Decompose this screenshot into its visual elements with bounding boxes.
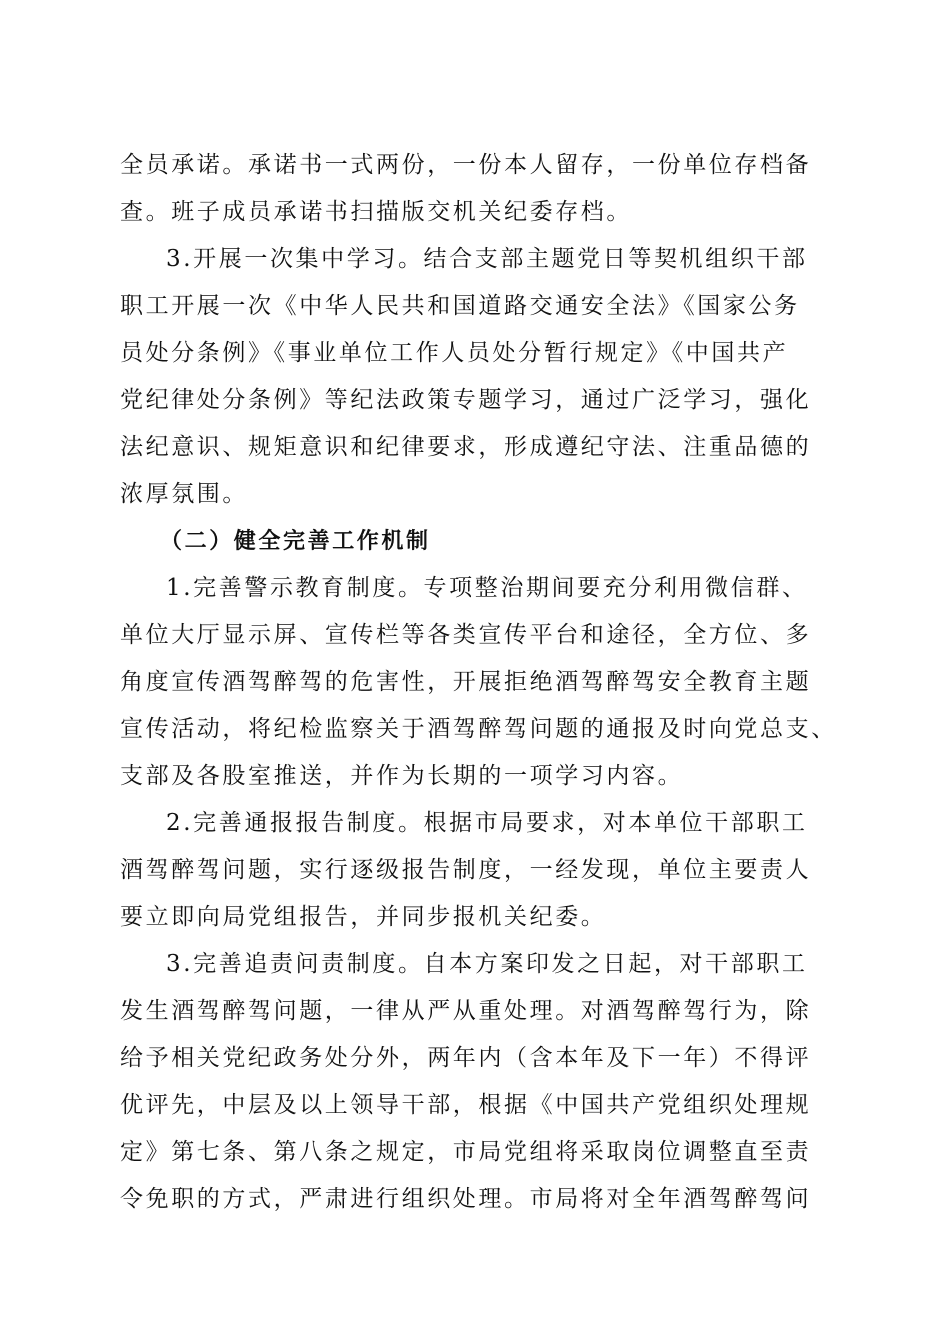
section-heading: （二）健全完善工作机制 <box>160 529 431 554</box>
paragraph-start-line: 3.完善追责问责制度。自本方案印发之日起，对干部职工 <box>166 951 808 977</box>
text-line: 给予相关党纪政务处分外，两年内（含本年及下一年）不得评 <box>120 1045 812 1071</box>
text-line: 浓厚氛围。 <box>120 481 248 507</box>
text-line: 党纪律处分条例》等纪法政策专题学习，通过广泛学习，强化 <box>120 387 812 413</box>
text-line: 令免职的方式，严肃进行组织处理。市局将对全年酒驾醉驾问 <box>120 1186 812 1212</box>
text-line: 要立即向局党组报告，并同步报机关纪委。 <box>120 904 607 930</box>
text-line: 查。班子成员承诺书扫描版交机关纪委存档。 <box>120 199 632 225</box>
text-line: 支部及各股室推送，并作为长期的一项学习内容。 <box>120 763 684 789</box>
paragraph-start-line: 2.完善通报报告制度。根据市局要求，对本单位干部职工 <box>166 810 808 836</box>
paragraph-start-line: 3.开展一次集中学习。结合支部主题党日等契机组织干部 <box>166 246 808 272</box>
text-line: 全员承诺。承诺书一式两份，一份本人留存，一份单位存档备 <box>120 152 812 178</box>
paragraph-start-line: 1.完善警示教育制度。专项整治期间要充分利用微信群、 <box>166 575 808 601</box>
document-body <box>120 142 840 1223</box>
text-line: 优评先，中层及以上领导干部，根据《中国共产党组织处理规 <box>120 1092 812 1118</box>
text-line: 法纪意识、规矩意识和纪律要求，形成遵纪守法、注重品德的 <box>120 434 812 460</box>
text-line: 定》第七条、第八条之规定，市局党组将采取岗位调整直至责 <box>120 1139 812 1165</box>
text-line: 员处分条例》《事业单位工作人员处分暂行规定》《中国共产 <box>120 340 789 366</box>
text-line: 宣传活动，将纪检监察关于酒驾醉驾问题的通报及时向党总支、 <box>120 716 837 742</box>
text-line: 发生酒驾醉驾问题，一律从严从重处理。对酒驾醉驾行为，除 <box>120 998 812 1024</box>
text-line: 单位大厅显示屏、宣传栏等各类宣传平台和途径，全方位、多 <box>120 622 812 648</box>
text-line: 职工开展一次《中华人民共和国道路交通安全法》《国家公务 <box>120 293 800 319</box>
text-line: 角度宣传酒驾醉驾的危害性，开展拒绝酒驾醉驾安全教育主题 <box>120 669 812 695</box>
text-line: 酒驾醉驾问题，实行逐级报告制度，一经发现，单位主要责人 <box>120 857 812 883</box>
